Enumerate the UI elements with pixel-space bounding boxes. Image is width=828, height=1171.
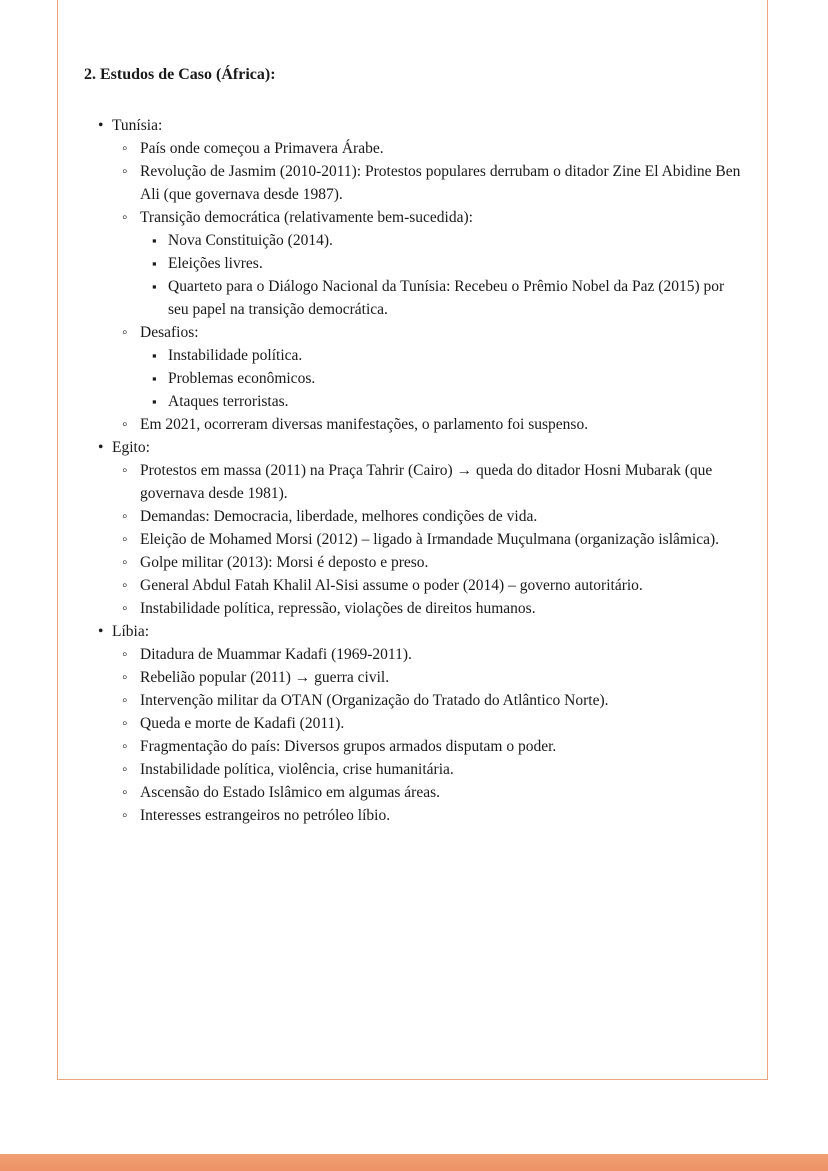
- list-item: [84, 505, 746, 528]
- list-item: [84, 114, 746, 137]
- bullet-marker-icon: •: [98, 439, 104, 456]
- list-item-text: Problemas econômicos.: [168, 370, 316, 387]
- list-item: [84, 620, 746, 643]
- list-item: [84, 459, 746, 505]
- list-item-text: Rebelião popular (2011) → guerra civil.: [140, 669, 390, 686]
- bullet-marker-icon: ◦: [122, 462, 128, 479]
- list-item-text: Demandas: Democracia, liberdade, melhores condições de vida.: [140, 508, 538, 525]
- list-item-text: Egito:: [112, 439, 150, 456]
- list-item-text: Golpe militar (2013): Morsi é deposto e preso.: [140, 554, 429, 571]
- list-item: [84, 689, 746, 712]
- list-item-text: General Abdul Fatah Khalil Al-Sisi assume o poder (2014) – governo autoritário.: [140, 577, 643, 594]
- bullet-marker-icon: ◦: [122, 807, 128, 824]
- list-item: [84, 344, 746, 367]
- section-title: 2. Estudos de Caso (África):: [84, 66, 276, 83]
- bullet-marker-icon: ▪: [152, 371, 157, 386]
- list-item-text: País onde começou a Primavera Árabe.: [140, 140, 384, 157]
- bullet-marker-icon: ◦: [122, 600, 128, 617]
- list-item: [84, 413, 746, 436]
- list-item-text: Transição democrática (relativamente bem-sucedida):: [140, 209, 473, 226]
- bullet-marker-icon: ◦: [122, 416, 128, 433]
- bullet-marker-icon: •: [98, 623, 104, 640]
- list-item-text: Intervenção militar da OTAN (Organização do Tratado do Atlântico Norte).: [140, 692, 609, 709]
- bullet-marker-icon: ◦: [122, 577, 128, 594]
- bullet-marker-icon: ◦: [122, 140, 128, 157]
- list-item-text: Ataques terroristas.: [168, 393, 289, 410]
- list-item-text: Protestos em massa (2011) na Praça Tahrir (Cairo) → queda do ditador Hosni Mubarak (que governava desde 1981).: [140, 462, 713, 502]
- list-item: [84, 574, 746, 597]
- bullet-marker-icon: ◦: [122, 209, 128, 226]
- list-item: [84, 804, 746, 827]
- bullet-marker-icon: ◦: [122, 531, 128, 548]
- list-item-text: Fragmentação do país: Diversos grupos armados disputam o poder.: [140, 738, 557, 755]
- bullet-marker-icon: ◦: [122, 669, 128, 686]
- list-item-text: Desafios:: [140, 324, 199, 341]
- document-content: [84, 64, 746, 827]
- bullet-marker-icon: ▪: [152, 279, 157, 294]
- list-item: [84, 229, 746, 252]
- bullet-marker-icon: ◦: [122, 646, 128, 663]
- list-item-text: Instabilidade política, violência, crise humanitária.: [140, 761, 454, 778]
- bullet-marker-icon: •: [98, 117, 104, 134]
- bottom-accent-bar: [0, 1154, 828, 1171]
- outline-list: [84, 114, 746, 827]
- list-item: [84, 390, 746, 413]
- list-item-text: Ditadura de Muammar Kadafi (1969-2011).: [140, 646, 412, 663]
- list-item-text: Tunísia:: [112, 117, 163, 134]
- list-item: [84, 206, 746, 229]
- bullet-marker-icon: ◦: [122, 784, 128, 801]
- list-item: [84, 275, 746, 321]
- bullet-marker-icon: ▪: [152, 256, 157, 271]
- list-item-text: Líbia:: [112, 623, 150, 640]
- list-item: [84, 597, 746, 620]
- list-item: [84, 137, 746, 160]
- list-item: [84, 436, 746, 459]
- list-item-text: Quarteto para o Diálogo Nacional da Tunísia: Recebeu o Prêmio Nobel da Paz (2015) por seu papel na transição democrática.: [168, 278, 725, 318]
- bullet-marker-icon: ◦: [122, 508, 128, 525]
- bullet-marker-icon: ▪: [152, 233, 157, 248]
- bullet-marker-icon: ▪: [152, 394, 157, 409]
- bullet-marker-icon: ◦: [122, 554, 128, 571]
- list-item: [84, 758, 746, 781]
- list-item-text: Em 2021, ocorreram diversas manifestações, o parlamento foi suspenso.: [140, 416, 589, 433]
- list-item: [84, 551, 746, 574]
- list-item-text: Revolução de Jasmim (2010-2011): Protestos populares derrubam o ditador Zine El Abidine Ben Ali (que governava desde 1987).: [140, 163, 741, 203]
- bullet-marker-icon: ◦: [122, 692, 128, 709]
- list-item: [84, 252, 746, 275]
- list-item: [84, 160, 746, 206]
- list-item-text: Instabilidade política.: [168, 347, 303, 364]
- list-item-text: Eleição de Mohamed Morsi (2012) – ligado à Irmandade Muçulmana (organização islâmica).: [140, 531, 720, 548]
- list-item: [84, 666, 746, 689]
- list-item-text: Queda e morte de Kadafi (2011).: [140, 715, 345, 732]
- list-item: [84, 367, 746, 390]
- list-item: [84, 643, 746, 666]
- list-item: [84, 321, 746, 344]
- bullet-marker-icon: ◦: [122, 324, 128, 341]
- list-item-text: Ascensão do Estado Islâmico em algumas áreas.: [140, 784, 441, 801]
- list-item: [84, 781, 746, 804]
- list-item: [84, 712, 746, 735]
- list-item-text: Interesses estrangeiros no petróleo líbio.: [140, 807, 391, 824]
- list-item-text: Eleições livres.: [168, 255, 263, 272]
- list-item-text: Nova Constituição (2014).: [168, 232, 333, 249]
- list-item-text: Instabilidade política, repressão, violações de direitos humanos.: [140, 600, 536, 617]
- list-item: [84, 528, 746, 551]
- list-item: [84, 735, 746, 758]
- bullet-marker-icon: ◦: [122, 738, 128, 755]
- bullet-marker-icon: ▪: [152, 348, 157, 363]
- bullet-marker-icon: ◦: [122, 715, 128, 732]
- bullet-marker-icon: ◦: [122, 761, 128, 778]
- bullet-marker-icon: ◦: [122, 163, 128, 180]
